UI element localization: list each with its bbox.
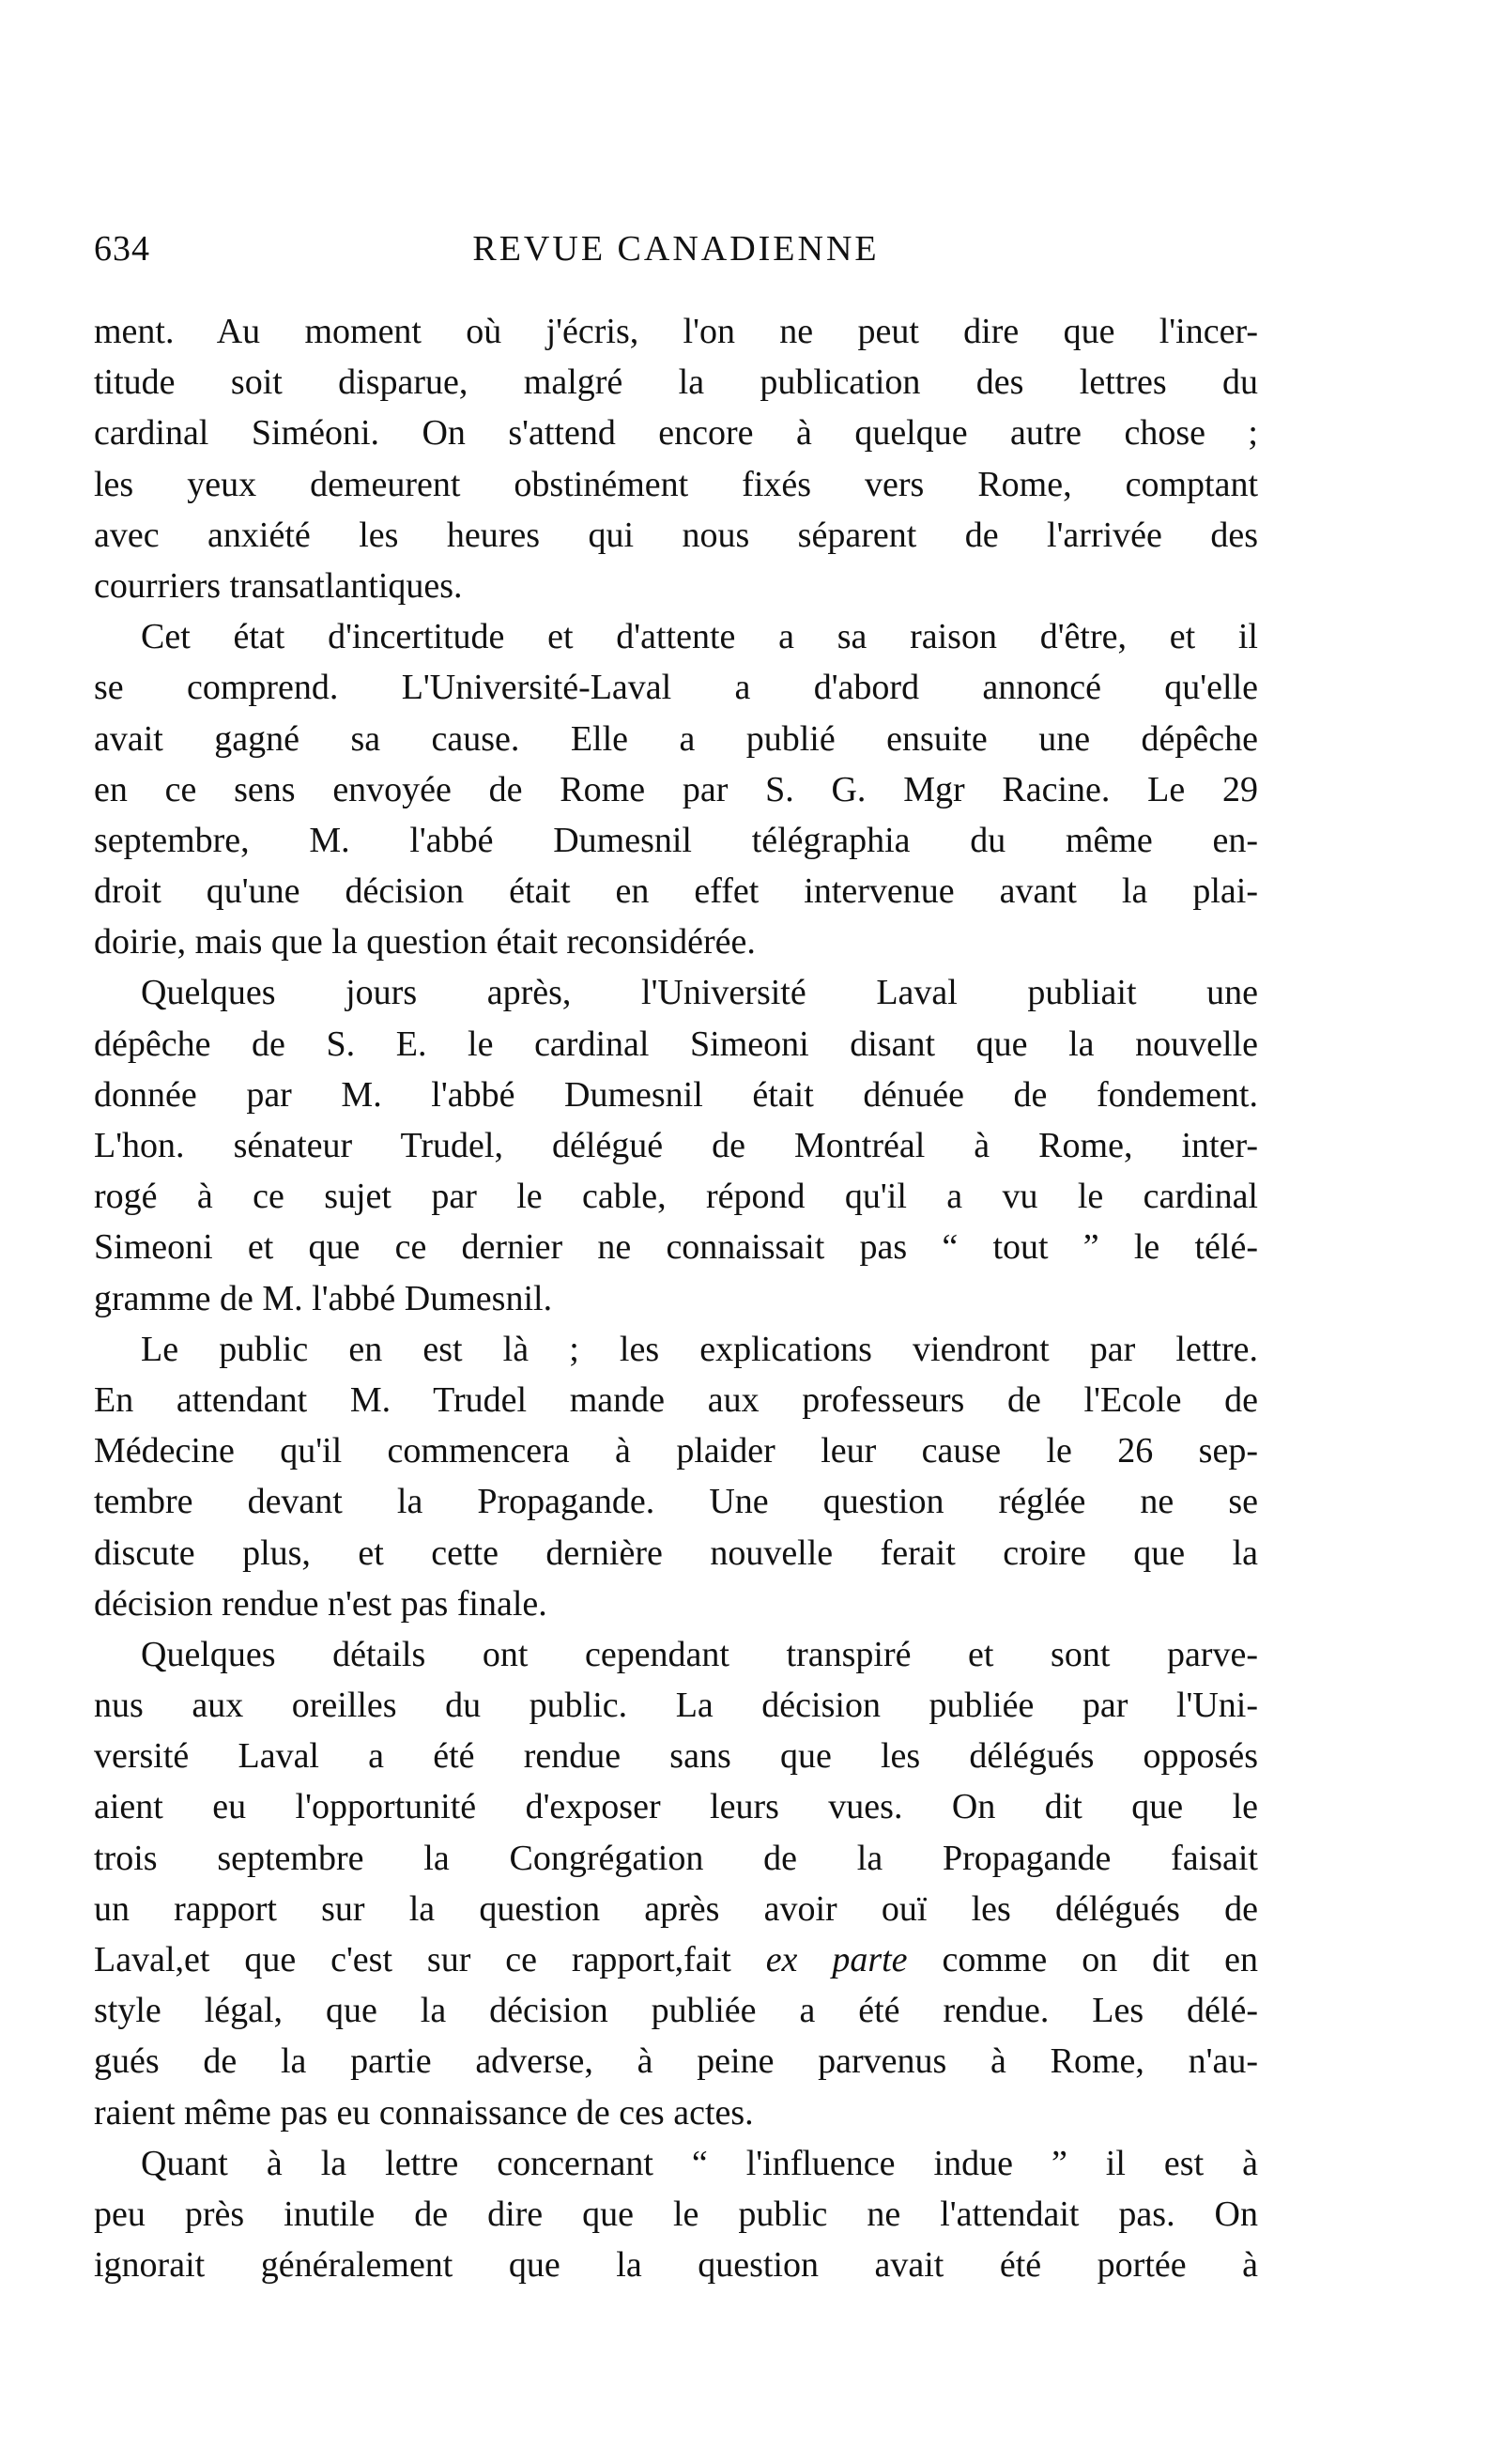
text-line: dépêche de S. E. le cardinal Simeoni disant que la nouvelle xyxy=(94,1024,1258,1064)
text-line: courriers transatlantiques. xyxy=(94,565,463,606)
text-line: septembre, M. l'abbé Dumesnil télégraphia du même en- xyxy=(94,820,1258,860)
text-line: aient eu l'opportunité d'exposer leurs vues. On dit que le xyxy=(94,1787,1258,1827)
running-head xyxy=(94,228,1258,275)
text-line: Simeoni et que ce dernier ne connaissait pas “ tout ” le télé- xyxy=(94,1227,1258,1268)
text-segment: comme on dit en xyxy=(942,1940,1258,1979)
text-line: tembre devant la Propagande. Une question réglée ne se xyxy=(94,1482,1258,1522)
text-line: décision rendue n'est pas finale. xyxy=(94,1583,547,1624)
text-line: donnée par M. l'abbé Dumesnil était dénuée de fondement. xyxy=(94,1074,1258,1115)
text-line: doirie, mais que la question était reconsidérée. xyxy=(94,922,756,962)
text-line: L'hon. sénateur Trudel, délégué de Montréal à Rome, inter- xyxy=(94,1126,1258,1165)
text-segment: Laval,et que c'est sur ce rapport,fait xyxy=(94,1940,731,1979)
text-line: rogé à ce sujet par le cable, répond qu'il a vu le cardinal xyxy=(94,1177,1258,1217)
body-text xyxy=(94,306,1258,2290)
text-line: se comprend. L'Université-Laval a d'abord annoncé qu'elle xyxy=(94,668,1258,708)
paragraph-first-line: Cet état d'incertitude et d'attente a sa raison d'être, et il xyxy=(141,617,1258,657)
text-line: avec anxiété les heures qui nous séparent de l'arrivée des xyxy=(94,515,1258,555)
text-line: gués de la partie adverse, à peine parvenus à Rome, n'au- xyxy=(94,2041,1258,2082)
text-line-with-italic xyxy=(94,1934,1258,1985)
text-line: raient même pas eu connaissance de ces actes. xyxy=(94,2092,754,2133)
paragraph-first-line: Quelques jours après, l'Université Laval publiait une xyxy=(141,973,1258,1013)
text-line: en ce sens envoyée de Rome par S. G. Mgr Racine. Le 29 xyxy=(94,769,1258,809)
text-line: versité Laval a été rendue sans que les délégués opposés xyxy=(94,1736,1258,1777)
text-line: Médecine qu'il commencera à plaider leur cause le 26 sep- xyxy=(94,1431,1258,1471)
text-line: titude soit disparue, malgré la publication des lettres du xyxy=(94,362,1258,403)
paragraph-first-line: Quant à la lettre concernant “ l'influence indue ” il est à xyxy=(141,2143,1258,2183)
paragraph-first-line: Le public en est là ; les explications viendront par lettre. xyxy=(141,1329,1258,1369)
running-title: REVUE CANADIENNE xyxy=(472,229,880,269)
text-line: trois septembre la Congrégation de la Propagande faisait xyxy=(94,1838,1258,1878)
text-line: En attendant M. Trudel mande aux professeurs de l'Ecole de xyxy=(94,1379,1258,1420)
text-line: nus aux oreilles du public. La décision publiée par l'Uni- xyxy=(94,1686,1258,1726)
italic-phrase: ex parte xyxy=(765,1940,908,1979)
text-line: gramme de M. l'abbé Dumesnil. xyxy=(94,1278,553,1318)
text-line: discute plus, et cette dernière nouvelle ferait croire que la xyxy=(94,1532,1258,1573)
text-line: ment. Au moment où j'écris, l'on ne peut dire que l'incer- xyxy=(94,312,1258,351)
text-line: droit qu'une décision était en effet intervenue avant la plai- xyxy=(94,871,1258,912)
paragraph-first-line: Quelques détails ont cependant transpiré et sont parve- xyxy=(141,1634,1258,1674)
page-number: 634 xyxy=(94,229,150,269)
text-line: avait gagné sa cause. Elle a publié ensuite une dépêche xyxy=(94,718,1258,759)
text-line: un rapport sur la question après avoir ouï les délégués de xyxy=(94,1888,1258,1929)
text-line: style légal, que la décision publiée a été rendue. Les délé- xyxy=(94,1991,1258,2031)
text-line: cardinal Siméoni. On s'attend encore à quelque autre chose ; xyxy=(94,413,1258,454)
text-line: les yeux demeurent obstinément fixés vers Rome, comptant xyxy=(94,464,1258,504)
text-line: ignorait généralement que la question avait été portée à xyxy=(94,2245,1258,2286)
text-line: peu près inutile de dire que le public ne l'attendait pas. On xyxy=(94,2194,1258,2234)
